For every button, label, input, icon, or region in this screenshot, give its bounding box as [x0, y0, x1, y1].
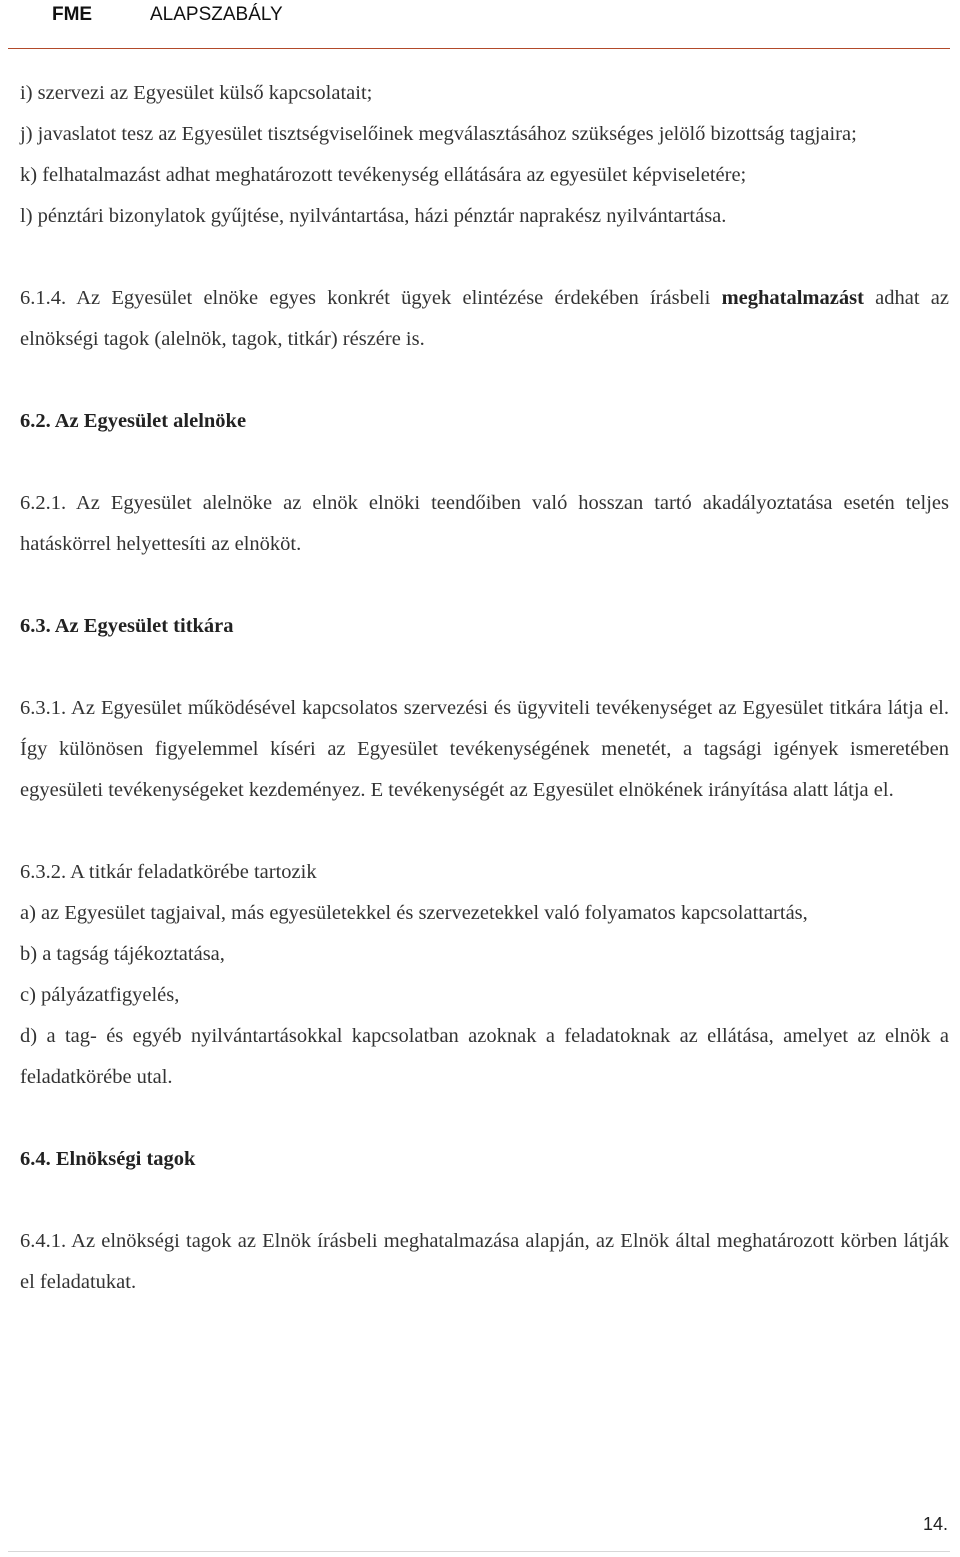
footer-divider — [8, 1551, 950, 1552]
paragraph-6-1-4 — [20, 278, 949, 360]
paragraph-6-4-1: 6.4.1. Az elnökségi tagok az Elnök írásbeli meghatalmazása alapján, az Elnök által meghatározott körben látják el feladatukat. — [20, 1230, 949, 1293]
paragraph-item-l: l) pénztári bizonylatok gyűjtése, nyilvántartása, házi pénztár naprakész nyilvántartása. — [20, 205, 727, 227]
header-divider — [8, 48, 950, 49]
paragraph-6-1-4-bold: meghatalmazást — [721, 287, 864, 309]
section-heading-6-2: 6.2. Az Egyesület alelnöke — [20, 410, 247, 432]
paragraph-item-k: k) felhatalmazást adhat meghatározott tevékenység ellátására az egyesület képviseletére; — [20, 164, 747, 186]
paragraph-6-1-4-start: 6.1.4. Az Egyesület elnöke egyes konkrét ügyek elintézése érdekében írásbeli — [20, 287, 722, 309]
section-heading-6-3: 6.3. Az Egyesület titkára — [20, 615, 234, 637]
document-body — [20, 73, 949, 1303]
paragraph-item-j: j) javaslatot tesz az Egyesület tisztségviselőinek megválasztásához szükséges jelölő bizottság tagjaira; — [20, 123, 857, 145]
paragraph-6-3-2: 6.3.2. A titkár feladatkörébe tartozik — [20, 861, 317, 883]
header-title: ALAPSZABÁLY — [150, 4, 283, 25]
paragraph-6-3-2-d: d) a tag- és egyéb nyilvántartásokkal kapcsolatban azoknak a feladatoknak az ellátása, amelyet az elnök a feladatkörébe utal. — [20, 1025, 949, 1088]
paragraph-6-3-2-a: a) az Egyesület tagjaival, más egyesületekkel és szervezetekkel való folyamatos kapcsolattartás, — [20, 902, 808, 924]
paragraph-6-2-1: 6.2.1. Az Egyesület alelnöke az elnök elnöki teendőiben való hosszan tartó akadályoztatása esetén teljes hatáskörrel helyettesíti az elnököt. — [20, 492, 949, 555]
page-header — [20, 4, 948, 28]
section-heading-6-4: 6.4. Elnökségi tagok — [20, 1148, 196, 1170]
paragraph-6-1-4-end: adhat az elnökségi tagok (alelnök, tagok, titkár) részére is. — [20, 287, 949, 350]
page-number: 14. — [922, 1514, 948, 1534]
paragraph-6-3-2-c: c) pályázatfigyelés, — [20, 984, 180, 1006]
paragraph-6-3-1: 6.3.1. Az Egyesület működésével kapcsolatos szervezési és ügyviteli tevékenységet az Egyesület titkára látja el. Így különösen figyelemmel kíséri az Egyesület tevékenységének menetét, a tagsági igények ismeretében egyesületi tevékenységeket kezdeményez. E tevékenységét az Egyesület elnökének irányítása alatt látja el. — [20, 697, 949, 801]
header-org: FME — [52, 4, 93, 25]
paragraph-item-i: i) szervezi az Egyesület külső kapcsolatait; — [20, 82, 373, 104]
paragraph-6-3-2-b: b) a tagság tájékoztatása, — [20, 943, 225, 965]
